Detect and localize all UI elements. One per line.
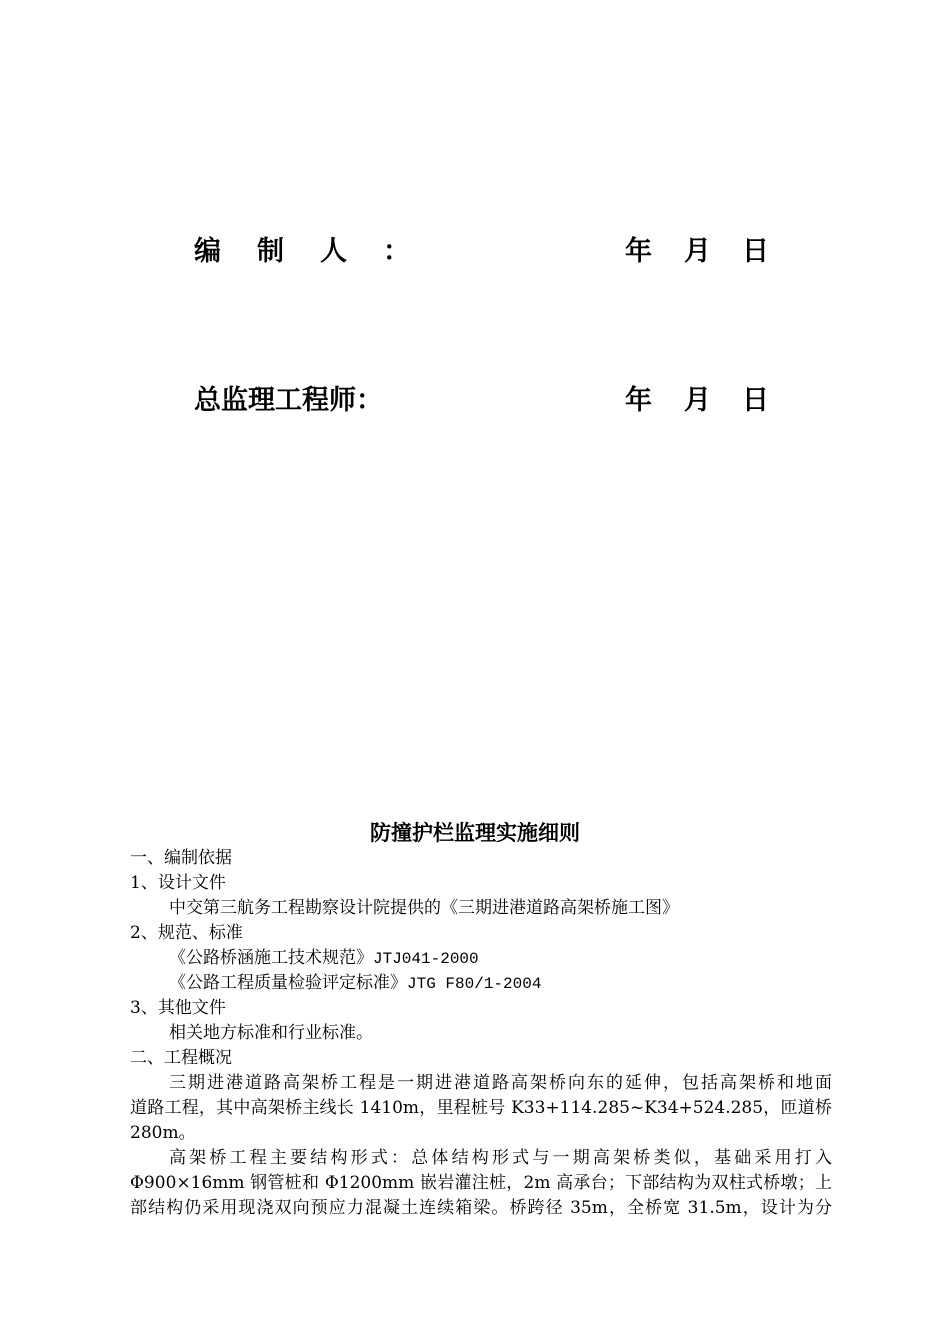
subsection-heading: 1、设计文件 [130,873,226,893]
standard-name: 《公路桥涵施工技术规范》 [169,948,373,968]
paragraph-line: 280m。 [130,1123,196,1143]
chief-engineer-label: 总监理工程师： [194,385,383,416]
compiler-year-label: 年 [625,236,652,267]
paragraph-line: 中交第三航务工程勘察设计院提供的《三期进港道路高架桥施工图》 [169,898,679,918]
chief-engineer-signature-row [0,378,950,418]
compiler-signature-row [0,229,950,269]
paragraph-line: 道路工程，其中高架桥主线长 1410m，里程桩号 K33+114.285~K34+524.285，匝道桥 [130,1098,832,1118]
paragraph-line: 相关地方标准和行业标准。 [169,1023,373,1043]
standard-item [130,946,832,971]
compiler-label: 编制人： [194,236,446,267]
paragraph-line: 部结构仍采用现浇双向预应力混凝土连续箱梁。桥跨径 35m，全桥宽 31.5m，设计为分 [130,1198,832,1218]
chief-month-label: 月 [684,385,711,416]
compiler-day-label: 日 [742,236,769,267]
paragraph-line: 三期进港道路高架桥工程是一期进港道路高架桥向东的延伸，包括高架桥和地面 [169,1073,832,1093]
paragraph-line: 高架桥工程主要结构形式：总体结构形式与一期高架桥类似，基础采用打入 [169,1148,832,1168]
standard-name: 《公路工程质量检验评定标准》 [169,973,407,993]
subsection-heading: 2、规范、标准 [130,923,243,943]
standard-code: JTG F80/1-2004 [407,975,542,993]
standard-code: JTJ041-2000 [373,950,479,968]
subsection-heading: 3、其他文件 [130,998,226,1018]
chief-year-label: 年 [625,385,652,416]
document-body [130,846,832,1221]
document-title: 防撞护栏监理实施细则 [370,821,580,845]
section-heading: 一、编制依据 [130,848,232,868]
paragraph-line: Φ900×16mm 钢管桩和 Φ1200mm 嵌岩灌注桩，2m 高承台；下部结构为双柱式桥墩；上 [130,1173,832,1193]
chief-day-label: 日 [742,385,769,416]
compiler-month-label: 月 [684,236,711,267]
standard-item [130,971,832,996]
section-heading: 二、工程概况 [130,1048,232,1068]
